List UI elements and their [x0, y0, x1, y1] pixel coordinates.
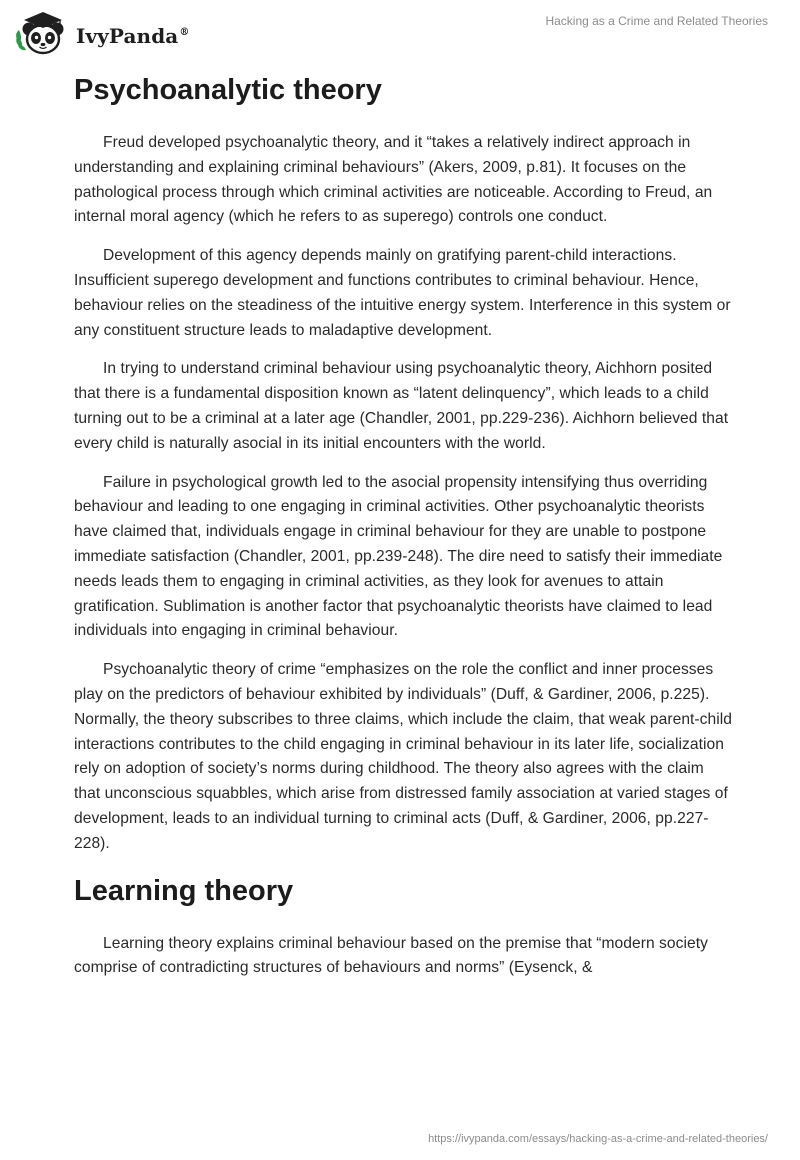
brand-name: IvyPanda®: [76, 23, 190, 48]
document-title: Hacking as a Crime and Related Theories: [545, 14, 768, 28]
paragraph: Learning theory explains criminal behaviour based on the premise that “modern society comprise of contradicting structures of behaviours and norms” (Eysenck, &: [74, 934, 708, 977]
source-url[interactable]: https://ivypanda.com/essays/hacking-as-a-crime-and-related-theories/: [428, 1133, 768, 1145]
page-header: [0, 0, 800, 64]
panda-graduate-logo-icon: [14, 9, 72, 59]
section-heading: Learning theory: [74, 874, 294, 907]
paragraph: Freud developed psychoanalytic theory, and it “takes a relatively indirect approach in understanding and explaining criminal behaviours” (Akers, 2009, p.81). It focuses on the pathological process through which criminal activities are noticeable. According to Freud, an internal moral agency (which he refers to as superego) controls one conduct.: [74, 134, 713, 226]
paragraph: Failure in psychological growth led to the asocial propensity intensifying thus overriding behaviour and leading to one engaging in criminal activities. Other psychoanalytic theorists have claimed that, individuals engage in criminal behaviour for they are unable to postpone immediate satisfaction (Chandler, 2001, pp.239-248). The dire need to satisfy their immediate needs leads them to engaging in criminal activities, as they look for avenues to attain gratification. Sublimation is another factor that psychoanalytic theorists have claimed to lead individuals into engaging in criminal behaviour.: [74, 473, 723, 640]
section-heading: Psychoanalytic theory: [74, 74, 382, 106]
essay-content: [74, 70, 734, 995]
paragraph: Development of this agency depends mainly on gratifying parent-child interactions. Insufficient superego development and functions contributes to criminal behaviour. Hence, behaviour relies on the steadiness of the intuitive energy system. Interference in this system or any constituent structure leads to maladaptive development.: [74, 247, 731, 339]
paragraph: Psychoanalytic theory of crime “emphasizes on the role the conflict and inner processes play on the predictors of behaviour exhibited by individuals” (Duff, & Gardiner, 2006, p.225). Normally, the theory subscribes to three claims, which include the claim, that weak parent-child interactions contributes to the child engaging in criminal behaviour in its later life, socialization rely on adoption of society’s norms during childhood. The theory also agrees with the claim that unconscious squabbles, which arise from distressed family association at varied stages of development, leads to an individual turning to criminal acts (Duff, & Gardiner, 2006, pp.227-228).: [74, 661, 732, 852]
registered-mark: ®: [179, 26, 190, 38]
paragraph: In trying to understand criminal behaviour using psychoanalytic theory, Aichhorn posited that there is a fundamental disposition known as “latent delinquency”, which leads to a child turning out to be a criminal at a later age (Chandler, 2001, pp.229-236). Aichhorn believed that every child is naturally asocial in its initial encounters with the world.: [74, 360, 729, 452]
brand-logo[interactable]: [14, 9, 189, 59]
